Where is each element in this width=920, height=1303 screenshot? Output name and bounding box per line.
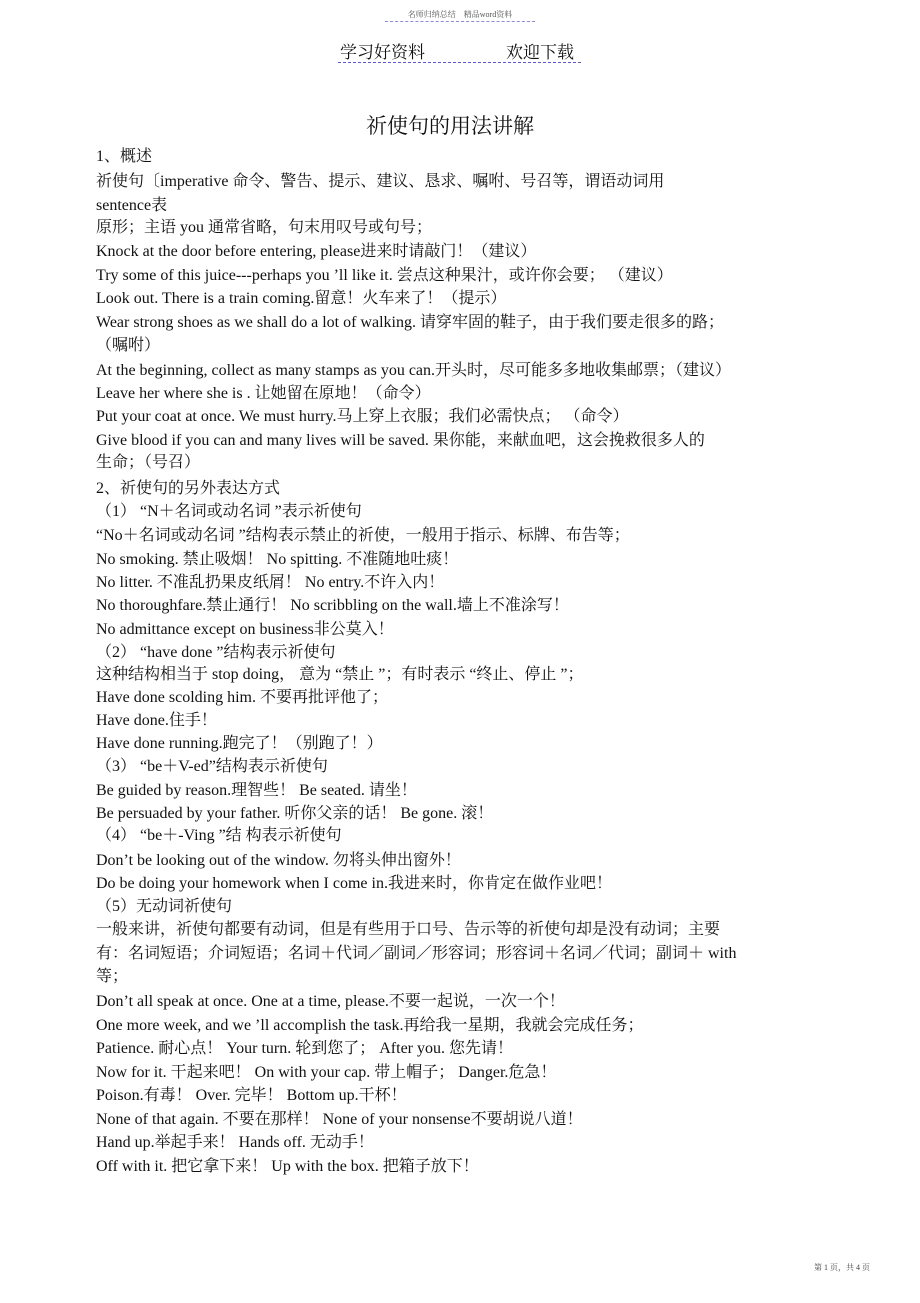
document-line: 有：名词短语；介词短语；名词＋代词／副词／形容词；形容词＋名词／代词；副词＋ with	[96, 945, 737, 962]
document-line: Don’t be looking out of the window. 勿将头伸出窗外！	[96, 852, 461, 869]
document-line: （4） “be＋-Ving ”结 构表示祈使句	[96, 827, 342, 844]
document-line: Don’t all speak at once. One at a time, please.不要一起说，一次一个！	[96, 993, 565, 1010]
document-line: Off with it. 把它拿下来！ Up with the box. 把箱子放下！	[96, 1158, 479, 1175]
document-line: No litter. 不准乱扔果皮纸屑！ No entry.不许入内！	[96, 574, 445, 591]
banner-left-text: 学习好资料	[340, 43, 425, 62]
page-title: 祈使句的用法讲解	[366, 114, 534, 138]
document-line: Poison.有毒！ Over. 完毕！ Bottom up.干杯！	[96, 1087, 407, 1104]
banner-right-text: 欢迎下载	[506, 43, 574, 62]
document-line: Give blood if you can and many lives will be saved. 果你能，来献血吧，这会挽救很多人的	[96, 432, 705, 449]
document-line: Put your coat at once. We must hurry.马上穿上衣服；我们必需快点； （命令）	[96, 408, 629, 425]
document-line: No thoroughfare.禁止通行！ No scribbling on the wall.墙上不准涂写！	[96, 597, 569, 614]
document-line: At the beginning, collect as many stamps as you can.开头时，尽可能多多地收集邮票；（建议）	[96, 362, 732, 379]
banner-rule	[338, 62, 581, 63]
document-line: “No＋名词或动名词 ”结构表示禁止的祈使，一般用于指示、标牌、布告等；	[96, 527, 630, 544]
header-tag	[0, 9, 920, 20]
document-line: 这种结构相当于 stop doing， 意为 “禁止 ”；有时表示 “终止、停止 ”；	[96, 666, 584, 683]
document-line: （嘱咐）	[96, 337, 161, 354]
document-line: （1） “N＋名词或动名词 ”表示祈使句	[96, 503, 362, 520]
document-line: Knock at the door before entering, please进来时请敲门！（建议）	[96, 243, 537, 260]
document-line: 2、祈使句的另外表达方式	[96, 480, 281, 497]
document-line: 生命；（号召）	[96, 454, 201, 471]
document-line: Now for it. 干起来吧！ On with your cap. 带上帽子； Danger.危急！	[96, 1064, 557, 1081]
document-line: sentence表	[96, 197, 168, 214]
document-line: （5）无动词祈使句	[96, 898, 233, 915]
document-line: 原形；主语 you 通常省略，句末用叹号或句号；	[96, 219, 433, 236]
document-line: Patience. 耐心点！ Your turn. 轮到您了； After you. 您先请！	[96, 1040, 514, 1057]
document-line: Have done running.跑完了！（别跑了！）	[96, 735, 383, 752]
page-footer: 第 1 页，共 4 页	[814, 1263, 870, 1272]
document-line: 一般来讲，祈使句都要有动词，但是有些用于口号、告示等的祈使句却是没有动词；主要	[96, 921, 721, 938]
document-line: Have done.住手！	[96, 712, 217, 729]
document-line: （3） “be＋V-ed”结构表示祈使句	[96, 758, 328, 775]
document-line: 1、概述	[96, 148, 153, 165]
header-banner	[338, 38, 581, 60]
document-line: Try some of this juice---perhaps you ’ll like it. 尝点这种果汁，或许你会要； （建议）	[96, 267, 673, 284]
document-line: None of that again. 不要在那样！ None of your nonsense不要胡说八道！	[96, 1111, 583, 1128]
document-line: Be persuaded by your father. 听你父亲的话！ Be gone. 滚！	[96, 805, 494, 822]
document-line: Do be doing your homework when I come in.我进来时，你肯定在做作业吧！	[96, 875, 612, 892]
header-tag-right: 精品word资料	[463, 10, 513, 19]
header-tag-rule	[385, 21, 535, 22]
document-line: Have done scolding him. 不要再批评他了；	[96, 689, 388, 706]
document-line: One more week, and we ’ll accomplish the task.再给我一星期，我就会完成任务；	[96, 1017, 644, 1034]
document-line: Hand up.举起手来！ Hands off. 无动手！	[96, 1134, 374, 1151]
header-tag-left: 名师归纳总结	[407, 10, 456, 19]
document-line: Look out. There is a train coming.留意！火车来了！（提示）	[96, 290, 507, 307]
document-line: （2） “have done ”结构表示祈使句	[96, 644, 336, 661]
document-line: 等；	[96, 968, 129, 985]
document-line: 祈使句〔imperative 命令、警告、提示、建议、恳求、嘱咐、号召等，谓语动词用	[96, 173, 665, 190]
document-line: Be guided by reason.理智些！ Be seated. 请坐！	[96, 782, 417, 799]
document-line: Leave her where she is . 让她留在原地！（命令）	[96, 385, 431, 402]
document-line: Wear strong shoes as we shall do a lot of walking. 请穿牢固的鞋子，由于我们要走很多的路；	[96, 314, 724, 331]
document-line: No smoking. 禁止吸烟！ No spitting. 不准随地吐痰！	[96, 551, 459, 568]
document-line: No admittance except on business非公莫入！	[96, 621, 394, 638]
